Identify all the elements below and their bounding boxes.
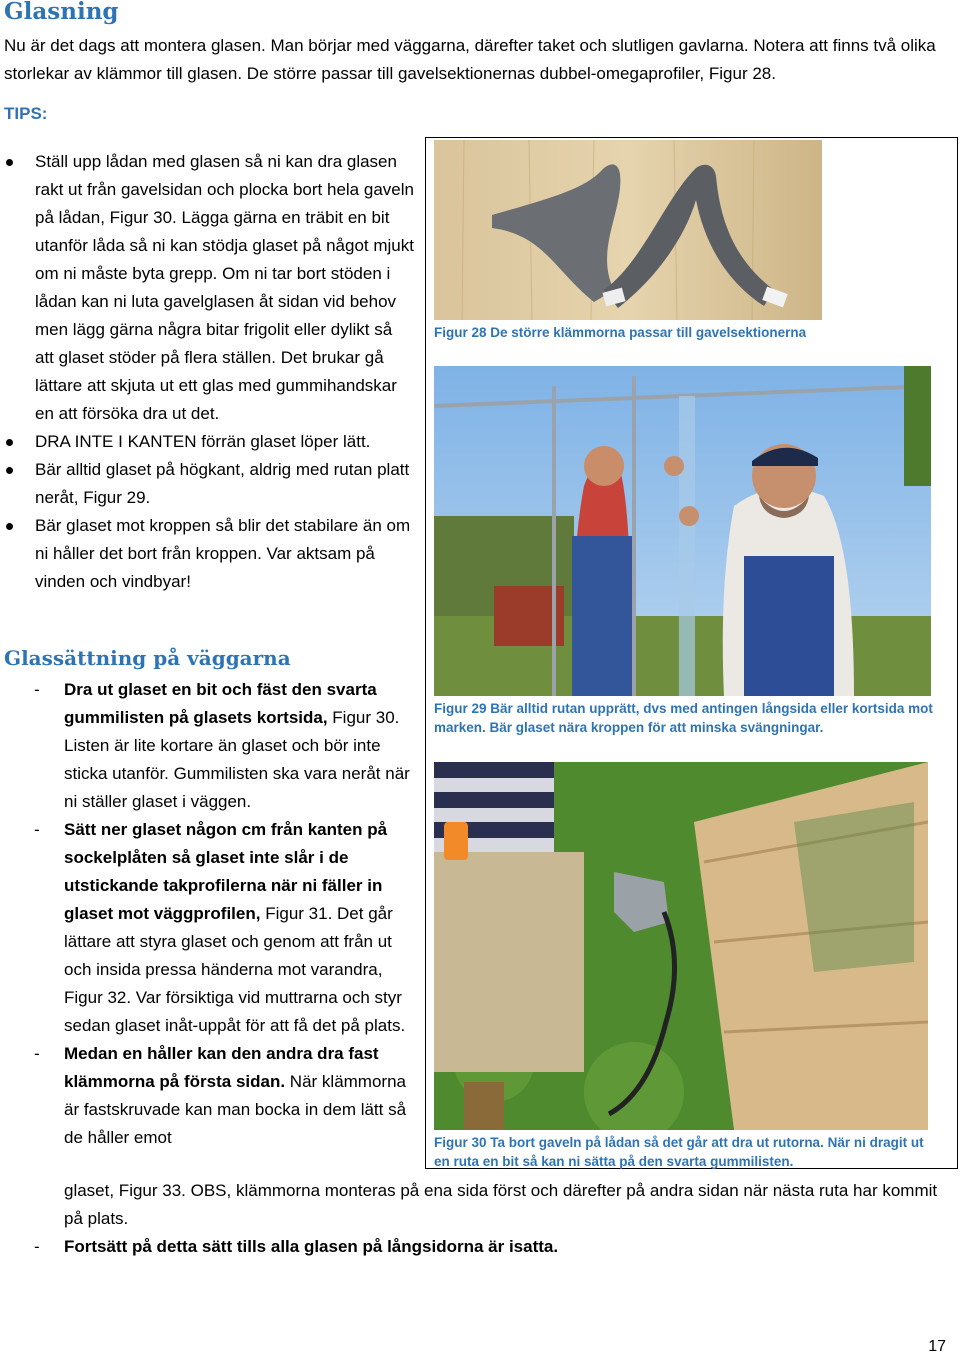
page-heading: Glasning [4, 0, 119, 25]
step-3-bold: Medan en håller kan den andra dra fast klämmorna på första sidan. [64, 1044, 379, 1091]
figure-30-image [434, 762, 928, 1130]
steps-list-bottom [0, 1177, 958, 1261]
step-1-rest: Figur 30. Listen är lite kortare än glaset och bör inte sticka utanför. Gummilisten ska vara neråt när ni ställer glaset i väggen. [64, 708, 410, 811]
step-2 [0, 816, 415, 1040]
tips-list-container [0, 148, 415, 596]
intro-paragraph: Nu är det dags att montera glasen. Man börjar med väggarna, därefter taket och slutligen gavlarna. Notera att finns två olika storlekar av klämmor till glasen. De större passar till gavelsektionernas dubbel-omegaprofiler, Figur 28. [4, 36, 936, 83]
step-3 [0, 1040, 415, 1152]
tips-item-4: Bär glaset mot kroppen så blir det stabilare än om ni håller det bort från kroppen. Var aktsam på vinden och vindbyar! [0, 512, 415, 596]
figure-28-image [434, 140, 822, 320]
step-1 [0, 676, 415, 816]
step-2-rest: Figur 31. Det går lättare att styra glaset och genom att från ut och insida pressa händerna mot varandra, Figur 32. Var försiktiga vid muttrarna och styr sedan glaset inåt-uppåt för att få det på plats. [64, 904, 406, 1035]
page-number: 17 [928, 1338, 946, 1355]
figure-29-image [434, 366, 931, 696]
steps-list-top [0, 676, 415, 1152]
tips-item-1: Ställ upp lådan med glasen så ni kan dra glasen rakt ut från gavelsidan och plocka bort hela gaveln på lådan, Figur 30. Lägga gärna en träbit en bit utanför låda så ni kan stödja glaset på något mjukt om ni måste byta grepp. Om ni tar bort stöden i lådan kan ni luta gavelglasen åt sidan vid behov men lägg gärna några bitar frigolit eller dylikt så att glaset stöder på flera ställen. Det brukar gå lättare att skjuta ut ett glas med gummihandskar en att försöka dra ut det. [0, 148, 415, 428]
steps-list-continued [0, 1177, 958, 1261]
figure-28-caption: Figur 28 De större klämmorna passar till gavelsektionerna [434, 325, 807, 340]
section-heading-walls: Glassättning på väggarna [4, 646, 291, 670]
tips-list [0, 148, 415, 596]
steps-list [0, 676, 415, 1152]
step-4 [0, 1233, 958, 1261]
carrying-glass-photo [434, 366, 931, 696]
figure-30-caption: Figur 30 Ta bort gaveln på lådan så det går att dra ut rutorna. När ni dragit ut en ruta en bit så kan ni sätta på den svarta gummilisten. [434, 1135, 924, 1169]
tips-item-3: Bär alltid glaset på högkant, aldrig med rutan platt neråt, Figur 29. [0, 456, 415, 512]
step-3-rest-a: När klämmorna är fastskruvade kan man bocka in dem lätt så de håller emot [64, 1072, 407, 1147]
step-2-bold: Sätt ner glaset någon cm från kanten på sockelplåten så glaset inte slår i de utstickande takprofilerna när ni fäller in glaset mot väggprofilen, [64, 820, 388, 923]
tips-item-2: DRA INTE I KANTEN förrän glaset löper lätt. [0, 428, 415, 456]
step-3-rest-b: glaset, Figur 33. OBS, klämmorna monteras på ena sida först och därefter på andra sidan när nästa ruta har kommit på plats. [64, 1181, 938, 1228]
step-1-bold: Dra ut glaset en bit och fäst den svarta gummilisten på glasets kortsida, [64, 680, 377, 727]
step-4-bold: Fortsätt på detta sätt tills alla glasen på långsidorna är isatta. [64, 1237, 559, 1256]
step-3-continued [0, 1177, 958, 1233]
tips-label: TIPS: [4, 104, 48, 123]
clamps-photo [434, 140, 822, 320]
crate-glass-photo [434, 762, 928, 1130]
figure-29-caption: Figur 29 Bär alltid rutan upprätt, dvs med antingen långsida eller kortsida mot marken. Bär glaset nära kroppen för att minska svängningar. [434, 701, 933, 735]
